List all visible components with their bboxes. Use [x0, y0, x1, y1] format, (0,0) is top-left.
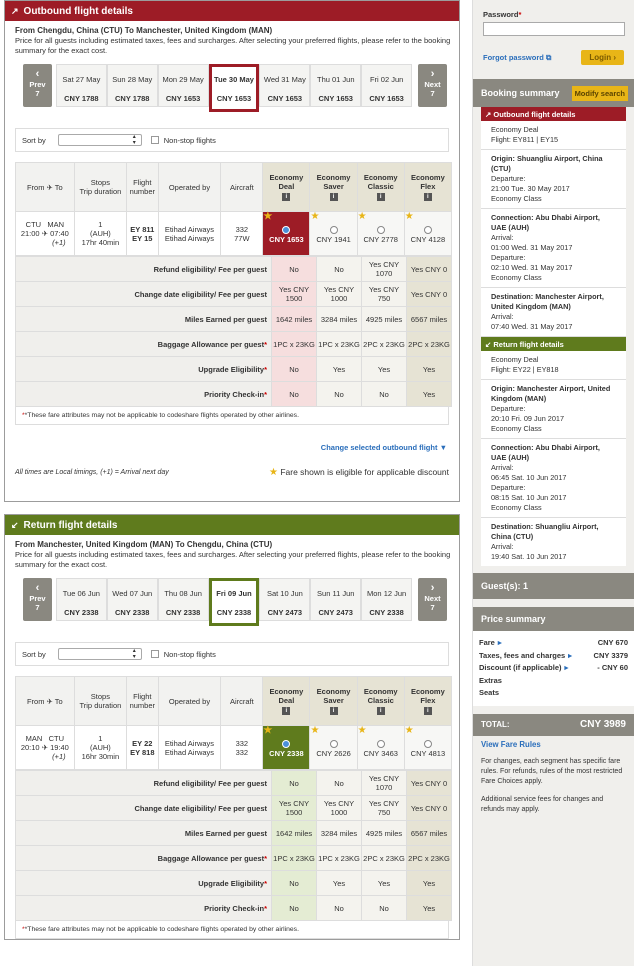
outbound-header: ↗ Outbound flight details — [5, 1, 459, 21]
chevron-left-icon: ‹ — [35, 68, 40, 80]
fare-option[interactable]: ★ CNY 4128 — [404, 212, 451, 256]
date-option[interactable]: Mon 12 Jun CNY 2338 — [361, 578, 412, 621]
radio-button[interactable] — [377, 740, 385, 748]
arrow-down-left-icon: ↙ — [11, 519, 19, 530]
summary-block: Destination: Shuangliu Airport, China (CTU) Arrival: 19:40 Sat. 10 Jun 2017 — [491, 522, 599, 561]
fare-rules-note: For changes, each segment has specific fare rules. For refunds, rules of the most restricted Fare Choices apply. — [481, 757, 623, 785]
date-option[interactable]: Mon 29 May CNY 1653 — [158, 64, 209, 107]
radio-button[interactable] — [424, 226, 432, 234]
star-icon: ★ — [357, 211, 367, 222]
fare-option[interactable]: ★ CNY 2778 — [357, 212, 404, 256]
attr-row: Baggage Allowance per guest* 1PC x 23KG 1PC x 23KG 2PC x 23KG 2PC x 23KG — [16, 332, 452, 357]
summary-block: Economy Deal Flight: EY811 | EY15 — [481, 121, 626, 150]
timing-note: All times are Local timings, (+1) = Arrival next day — [15, 469, 169, 476]
fare-header: Economy Flex i — [404, 163, 451, 212]
summary-block: Economy Deal Flight: EY22 | EY818 — [481, 351, 626, 380]
fare-header: Economy Deal i — [263, 163, 310, 212]
summary-block: Destination: Manchester Airport, United Kingdom (MAN) Arrival: 07:40 Wed. 31 May 2017 — [481, 288, 626, 337]
arrow-down-left-icon: ↙ — [485, 339, 492, 349]
summary-block: Connection: Abu Dhabi Airport, UAE (AUH) Arrival: 06:45 Sat. 10 Jun 2017 Departure: 08:15 Sat. 10 Jun 2017 Economy Class — [481, 439, 626, 518]
arrow-up-right-icon: ↗ — [485, 109, 492, 119]
attr-row: Baggage Allowance per guest* 1PC x 23KG 1PC x 23KG 2PC x 23KG 2PC x 23KG — [16, 846, 452, 871]
star-icon: ★ — [268, 467, 278, 478]
flight-table — [15, 162, 452, 256]
discount-note: ★ Fare shown is eligible for applicable discount — [268, 467, 449, 478]
fare-attributes-table — [15, 256, 452, 407]
sort-bar — [15, 642, 449, 666]
fare-option[interactable]: ★ CNY 1941 — [310, 212, 357, 256]
service-fees-note: Additional service fees for changes and refunds may apply. — [481, 795, 604, 813]
next-week-button[interactable]: › Next 7 — [418, 578, 447, 621]
date-option[interactable]: Sun 11 Jun CNY 2473 — [310, 578, 361, 621]
info-icon[interactable]: i — [330, 707, 338, 715]
route-title: From Chengdu, China (CTU) To Manchester, United Kingdom (MAN) — [15, 26, 273, 35]
nonstop-label: Non-stop flights — [163, 649, 216, 659]
date-option-selected[interactable]: Fri 09 Jun CNY 2338 — [209, 578, 260, 626]
radio-button[interactable] — [330, 740, 338, 748]
change-outbound-link[interactable]: Change selected outbound flight ▼ — [320, 443, 447, 452]
external-link-icon: ⧉ — [545, 52, 552, 62]
date-option[interactable]: Sat 27 May CNY 1788 — [56, 64, 107, 107]
prev-week-button[interactable]: ‹ Prev 7 — [23, 578, 52, 621]
total-price: CNY 3989 — [580, 719, 626, 730]
chevron-left-icon: ‹ — [35, 582, 40, 594]
plane-icon: ✈ — [46, 182, 53, 192]
codeshare-note: **These fare attributes may not be applicable to codeshare flights operated by other airlines. — [15, 407, 449, 425]
info-icon[interactable]: i — [377, 193, 385, 201]
summary-block: Origin: Shuangliu Airport, China (CTU) Departure: 21:00 Tue. 30 May 2017 Economy Class — [481, 150, 626, 209]
plane-icon: ✈ — [41, 229, 48, 238]
return-section — [4, 514, 460, 940]
password-input[interactable] — [483, 22, 625, 36]
radio-button[interactable] — [282, 740, 290, 748]
return-header: ↙ Return flight details — [5, 515, 459, 535]
info-icon[interactable]: i — [330, 193, 338, 201]
flight-table-header: From ✈ To Stops Trip duration Flight number Operated by Aircraft Economy Deal i Economy Saver i Economy Classic i Economy Flex i — [16, 677, 452, 726]
summary-block: Connection: Abu Dhabi Airport, UAE (AUH) Arrival: 01:00 Wed. 31 May 2017 Departure: 02:10 Wed. 31 May 2017 Economy Class — [481, 209, 626, 288]
summary-block: Origin: Manchester Airport, United Kingdom (MAN) Departure: 20:10 Fri. 09 Jun 2017 Economy Class — [481, 380, 626, 439]
star-icon: ★ — [404, 725, 414, 736]
sort-label: Sort by — [22, 135, 46, 145]
fare-header: Economy Deal i — [263, 677, 310, 726]
booking-summary — [481, 107, 626, 566]
triangle-right-icon[interactable]: ▸ — [497, 638, 502, 647]
triangle-down-icon: ▼ — [439, 443, 447, 452]
sort-label: Sort by — [22, 649, 46, 659]
attr-row: Priority Check-in* No No No Yes — [16, 382, 452, 407]
chevron-right-icon: › — [430, 68, 435, 80]
date-option[interactable]: Wed 07 Jun CNY 2338 — [107, 578, 158, 621]
fare-attributes-table — [15, 770, 452, 921]
price-summary-header: Price summary — [473, 607, 634, 631]
star-icon: ★ — [310, 211, 320, 222]
nonstop-checkbox[interactable] — [151, 650, 159, 658]
plane-icon: ✈ — [41, 743, 48, 752]
date-option[interactable]: Thu 01 Jun CNY 1653 — [310, 64, 361, 107]
star-icon: ★ — [404, 211, 414, 222]
star-icon: ★ — [263, 211, 273, 222]
outbound-section — [4, 0, 460, 502]
date-option[interactable]: Wed 31 May CNY 1653 — [259, 64, 310, 107]
flight-row: MAN CTU 20:10 ✈ 19:40 (+1) 1 (AUH) 16hr 30min EY 22 EY 818 Etihad Airways Etihad Airways 332 332 ★ CNY 2338 ★ CNY 2626 ★ CNY 3463 ★ CNY 4813 — [16, 726, 452, 770]
date-option-selected[interactable]: Tue 30 May CNY 1653 — [209, 64, 260, 112]
attr-row: Priority Check-in* No No No Yes — [16, 896, 452, 921]
star-icon: ★ — [357, 725, 367, 736]
from-to-header: From ✈ To — [16, 163, 75, 212]
guests-header[interactable]: Guest(s): 1 — [473, 573, 634, 599]
chevron-right-icon: › — [613, 53, 616, 62]
outbound-footer — [5, 425, 459, 501]
fare-option[interactable]: ★ CNY 2626 — [310, 726, 357, 770]
attr-row: Refund eligibility/ Fee per guest No No Yes CNY 1070 Yes CNY 0 — [16, 771, 452, 796]
fare-option[interactable]: ★ CNY 3463 — [357, 726, 404, 770]
price-note: Price for all guests including estimated taxes, fees and surcharges. After selecting your preferred flights, please refer to the booking summary for the exact cost. — [15, 550, 451, 569]
fare-header: Economy Classic i — [357, 677, 404, 726]
attr-row: Change date eligibility/ Fee per guest Yes CNY 1500 Yes CNY 1000 Yes CNY 750 Yes CNY 0 — [16, 796, 452, 821]
arrow-up-right-icon: ↗ — [11, 5, 19, 16]
attr-row: Upgrade Eligibility* No Yes Yes Yes — [16, 871, 452, 896]
price-note: Price for all guests including estimated taxes, fees and surcharges. After selecting your preferred flights, please refer to the booking summary for the exact cost. — [15, 36, 451, 55]
date-carousel — [5, 56, 459, 118]
prev-week-button[interactable]: ‹ Prev 7 — [23, 64, 52, 107]
chevron-right-icon: › — [430, 582, 435, 594]
fare-option-selected[interactable]: ★ CNY 2338 — [263, 726, 310, 770]
nonstop-checkbox[interactable] — [151, 136, 159, 144]
sort-select[interactable] — [58, 648, 142, 660]
view-fare-rules-link[interactable]: View Fare Rules — [481, 739, 541, 749]
star-icon: ★ — [263, 725, 273, 736]
modify-search-button[interactable]: Modify search — [572, 86, 628, 101]
fare-header: Economy Classic i — [357, 163, 404, 212]
fare-header: Economy Flex i — [404, 677, 451, 726]
radio-button[interactable] — [377, 226, 385, 234]
info-icon[interactable]: i — [377, 707, 385, 715]
fare-header: Economy Saver i — [310, 163, 357, 212]
next-week-button[interactable]: › Next 7 — [418, 64, 447, 107]
codeshare-note: **These fare attributes may not be applicable to codeshare flights operated by other airlines. — [15, 921, 449, 939]
date-option[interactable]: Sun 28 May CNY 1788 — [107, 64, 158, 107]
date-option[interactable]: Thu 08 Jun CNY 2338 — [158, 578, 209, 621]
route-title: From Manchester, United Kingdom (MAN) To Chengdu, China (CTU) — [15, 540, 273, 549]
nonstop-label: Non-stop flights — [163, 135, 216, 145]
info-icon[interactable]: i — [282, 193, 290, 201]
login-panel: Password* Forgot password ⧉ Login › — [473, 0, 634, 65]
fare-header: Economy Saver i — [310, 677, 357, 726]
date-carousel — [5, 570, 459, 632]
attr-row: Miles Earned per guest 1642 miles 3284 miles 4925 miles 6567 miles — [16, 307, 452, 332]
flight-row: CTU MAN 21:00 ✈ 07:40 (+1) 1 (AUH) 17hr 40min EY 811 EY 15 Etihad Airways Etihad Airways 332 77W ★ CNY 1653 ★ CNY 1941 ★ CNY 2778 ★ CNY 4128 — [16, 212, 452, 256]
attr-row: Refund eligibility/ Fee per guest No No Yes CNY 1070 Yes CNY 0 — [16, 257, 452, 282]
fare-option-selected[interactable]: ★ CNY 1653 — [263, 212, 310, 256]
attr-row: Upgrade Eligibility* No Yes Yes Yes — [16, 357, 452, 382]
radio-button[interactable] — [330, 226, 338, 234]
summary-return-header: ↙ Return flight details — [481, 337, 626, 351]
forgot-password-link[interactable]: Forgot password ⧉ — [483, 52, 552, 62]
date-option[interactable]: Sat 10 Jun CNY 2473 — [259, 578, 310, 621]
sort-select[interactable] — [58, 134, 142, 146]
booking-summary-header: Booking summary Modify search — [473, 79, 634, 107]
attr-row: Change date eligibility/ Fee per guest Yes CNY 1500 Yes CNY 1000 Yes CNY 750 Yes CNY 0 — [16, 282, 452, 307]
route-info — [5, 21, 459, 56]
radio-button[interactable] — [424, 740, 432, 748]
flight-selection — [4, 0, 460, 952]
flight-table-header: From ✈ To Stops Trip duration Flight number Operated by Aircraft Economy Deal i Economy Saver i Economy Classic i Economy Flex i — [16, 163, 452, 212]
flight-table — [15, 676, 452, 770]
info-icon[interactable]: i — [424, 193, 432, 201]
route-info — [5, 535, 459, 570]
plane-icon: ✈ — [46, 696, 53, 706]
info-icon[interactable]: i — [282, 707, 290, 715]
info-icon[interactable]: i — [424, 707, 432, 715]
triangle-right-icon[interactable]: ▸ — [564, 663, 569, 672]
from-to-header: From ✈ To — [16, 677, 75, 726]
triangle-right-icon[interactable]: ▸ — [568, 650, 572, 660]
date-option[interactable]: Tue 06 Jun CNY 2338 — [56, 578, 107, 621]
attr-row: Miles Earned per guest 1642 miles 3284 miles 4925 miles 6567 miles — [16, 821, 452, 846]
summary-outbound-header: ↗ Outbound flight details — [481, 107, 626, 121]
fare-option[interactable]: ★ CNY 4813 — [404, 726, 451, 770]
price-summary: Fare ▸ CNY 670 Taxes, fees and charges ▸ CNY 3379 Discount (if applicable) ▸ - CNY 60 Extras Seats — [473, 631, 634, 706]
star-icon: ★ — [310, 725, 320, 736]
date-option[interactable]: Fri 02 Jun CNY 1653 — [361, 64, 412, 107]
sidebar — [472, 0, 634, 966]
sort-bar — [15, 128, 449, 152]
radio-button[interactable] — [282, 226, 290, 234]
login-button[interactable]: Login › — [581, 50, 624, 65]
total-bar: TOTAL: CNY 3989 — [473, 714, 634, 736]
